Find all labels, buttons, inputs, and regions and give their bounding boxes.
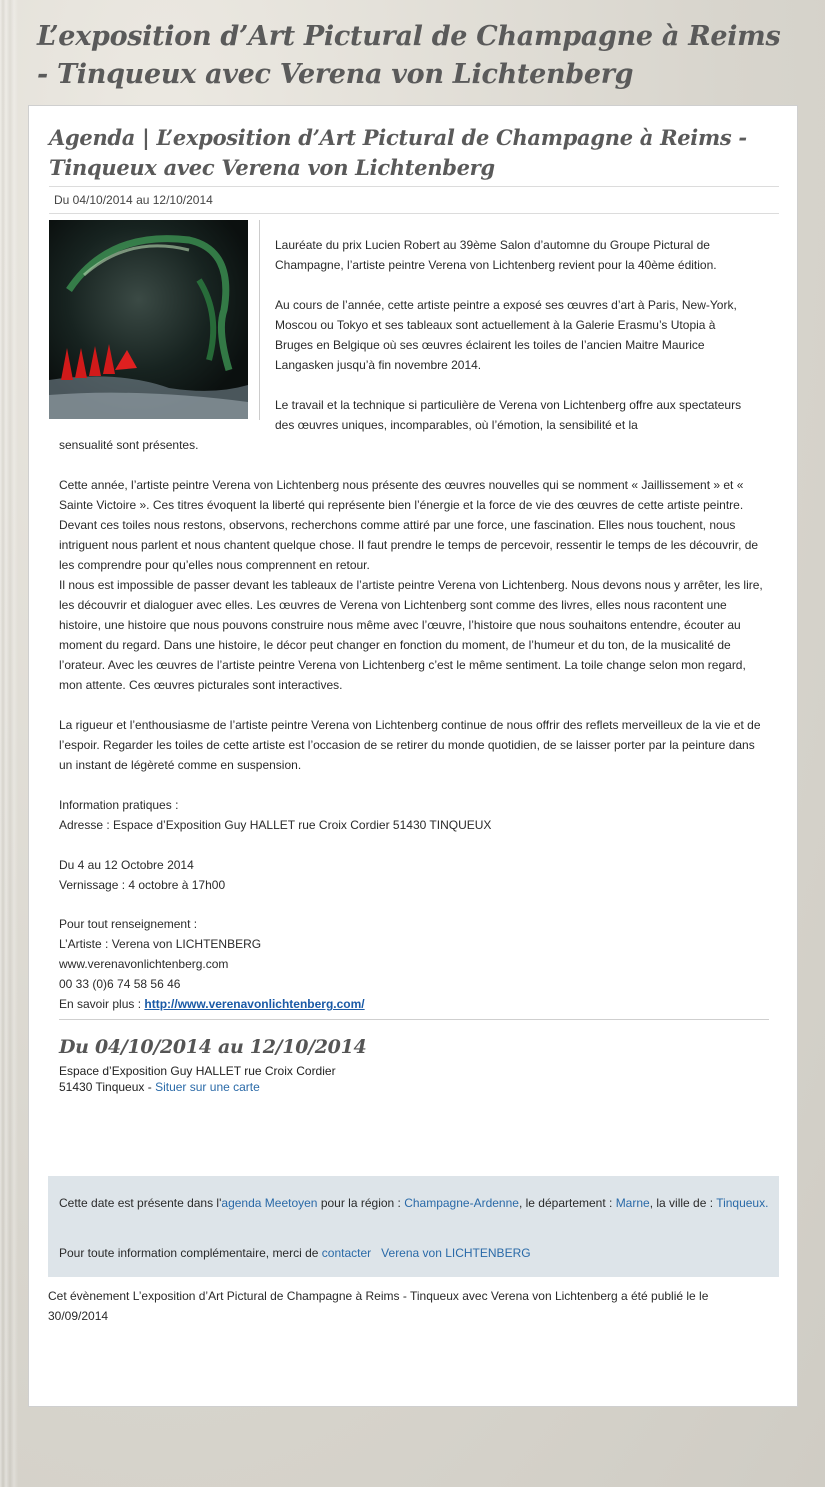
more-info-line [59, 994, 365, 1014]
paragraph-6: La rigueur et l’enthousiasme de l’artiste peintre Verena von Lichtenberg continue de nous offrir des reflets merveilleux de la vie et de l’espoir. Regarder les toiles de cette artiste est l’occasion de se retirer du monde quotidien, de se laisser porter par la peinture dans un instant de légèreté comme en suspension. [59, 718, 761, 772]
published-note: Cet évènement L’exposition d’Art Pictural de Champagne à Reims - Tinqueux avec Verena von Lichtenberg a été publié le le 30/09/2014 [48, 1289, 709, 1323]
artist-line: L’Artiste : Verena von LICHTENBERG [59, 937, 262, 951]
dates-line: Du 4 au 12 Octobre 2014 [59, 858, 194, 872]
paragraph-5: Il nous est impossible de passer devant les tableaux de l’artiste peintre Verena von Lichtenberg. Nous devons nous y arrêter, les lire, les découvrir et dialoguer avec elles. Les œuvres de Verena von Lichtenberg sont comme des livres, elles nous racontent une histoire, une histoire que nous pouvons construire nous même avec l’œuvre, l’histoire que nous souhaitons entendre, écouter au moment du regard. Dans une histoire, le décor peut changer en fonction du moment, de l’humeur et du ton, de la musicalité de l’orateur. Avec les œuvres de l’artiste peintre Verena von Lichtenberg c’est le même sentiment. La toile change selon mon regard, mon attente. Ces œuvres picturales sont interactives. [59, 578, 763, 692]
article-heading: Agenda | L’exposition d’Art Pictural de Champagne à Reims - Tinqueux avec Verena von Lichtenberg [49, 125, 747, 180]
separator: - [144, 1080, 156, 1094]
region-link[interactable]: Champagne-Ardenne [404, 1196, 519, 1210]
paragraph-3-end: sensualité sont présentes. [59, 438, 199, 452]
department-link[interactable]: Marne [615, 1196, 650, 1210]
agenda-link[interactable]: agenda Meetoyen [221, 1196, 318, 1210]
info-text: , le département : [518, 1196, 616, 1210]
divider [49, 213, 779, 214]
info-line-2 [59, 1243, 771, 1263]
address: Adresse : Espace d’Exposition Guy HALLET rue Croix Cordier 51430 TINQUEUX [59, 818, 492, 832]
venue-place: Espace d’Exposition Guy HALLET rue Croix Cordier [59, 1064, 336, 1078]
contact-link[interactable]: contacter [321, 1246, 372, 1260]
venue-city: 51430 Tinqueux [59, 1080, 145, 1094]
date-range: Du 04/10/2014 au 12/10/2014 [54, 193, 213, 207]
paragraph-1: Lauréate du prix Lucien Robert au 39ème Salon d’automne du Groupe Pictural de Champagne, l’artiste peintre Verena von Lichtenberg revient pour la 40ème édition. [275, 238, 717, 272]
paragraph-4: Cette année, l’artiste peintre Verena von Lichtenberg nous présente des œuvres nouvelles qui se nomment « Jaillissement » et « Sainte Victoire ». Ces titres évoquent la liberté qui représente bien l’énergie et la force de vie des œuvres de cette artiste peintre. Devant ces toiles nous restons, observons, recherchons comme attiré par une force, une fascination. Elles nous touchent, nous intriguent nous parlent et nous chantent quelque chose. Il faut prendre le temps de percevoir, ressentir le temps de les découvrir, de les comprendre pour qu’elles nous comprennent en retour. [59, 478, 759, 572]
paragraph-3: Le travail et la technique si particulière de Verena von Lichtenberg offre aux spectateurs des œuvres uniques, incomparables, où l’émotion, la sensibilité et la [275, 398, 742, 432]
info-text: Pour toute information complémentaire, merci de [59, 1246, 322, 1260]
phone: 00 33 (0)6 74 58 56 46 [59, 977, 181, 991]
content-panel [28, 105, 798, 1407]
page-title: L’exposition d’Art Pictural de Champagne à Reims - Tinqueux avec Verena von Lichtenberg [37, 21, 781, 90]
info-text: Cette date est présente dans l' [59, 1196, 222, 1210]
artist-link[interactable]: Verena von LICHTENBERG [381, 1246, 531, 1260]
website-link[interactable]: http://www.verenavonlichtenberg.com/ [144, 997, 365, 1011]
venue-city-line [59, 1080, 260, 1094]
info-line-1 [59, 1193, 771, 1213]
info-box [48, 1176, 779, 1277]
map-link[interactable]: Situer sur une carte [155, 1080, 260, 1094]
image-divider [259, 220, 260, 420]
info-text: pour la région : [317, 1196, 405, 1210]
info-title: Information pratiques : [59, 798, 179, 812]
more-info-label: En savoir plus : [59, 997, 145, 1011]
divider [49, 186, 779, 187]
website-text: www.verenavonlichtenberg.com [59, 957, 229, 971]
artwork-image [49, 220, 248, 419]
contact-title: Pour tout renseignement : [59, 917, 198, 931]
info-text: , la ville de : [649, 1196, 717, 1210]
paragraph-2: Au cours de l’année, cette artiste peintre a exposé ses œuvres d’art à Paris, New-York, Moscou ou Tokyo et ses tableaux sont actuellement à la Galerie Erasmu’s Utopia à Bruges en Belgique où ses œuvres éclairent les toiles de l’ancien Maitre Maurice Langasken jusqu’à fin novembre 2014. [275, 298, 737, 372]
dates-heading: Du 04/10/2014 au 12/10/2014 [59, 1036, 367, 1058]
divider [59, 1019, 769, 1020]
vernissage: Vernissage : 4 octobre à 17h00 [59, 878, 226, 892]
city-link[interactable]: Tinqueux. [716, 1196, 769, 1210]
